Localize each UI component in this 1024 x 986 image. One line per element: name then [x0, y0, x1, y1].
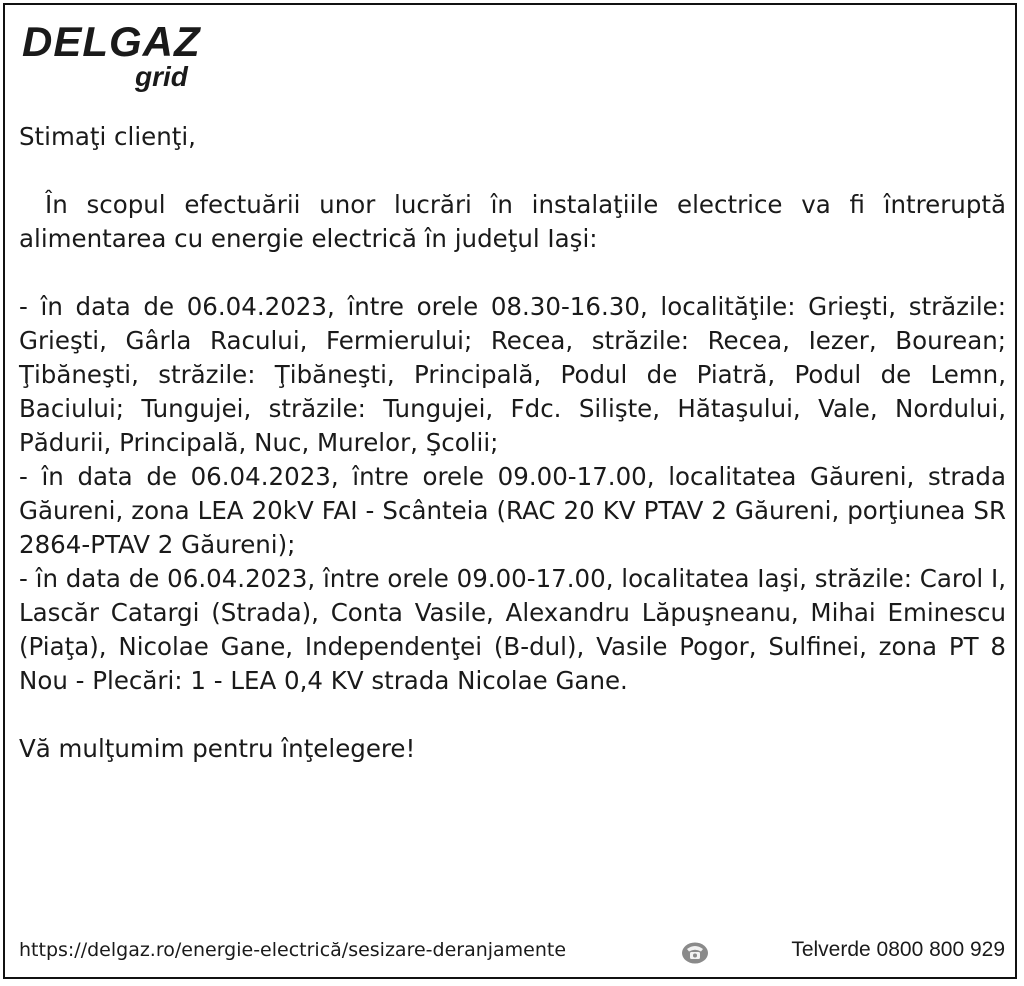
footer [19, 936, 1009, 966]
logo-sub-text: grid [135, 61, 188, 92]
notice-body [19, 120, 1006, 766]
outage-item-2: - în data de 06.04.2023, între orele 09.00-17.00, localitatea Găureni, strada Găureni, zona LEA 20kV FAI - Scânteia (RAC 20 KV PTAV 2 Găureni, porţiunea SR 2864-PTAV 2 Găureni); [19, 462, 1006, 559]
outage-item-1: - în data de 06.04.2023, între orele 08.30-16.30, localităţile: Grieşti, străzile: Grieşti, Gârla Racului, Fermierului; Recea, străzile: Recea, Iezer, Bourean; Ţibăneşti, străzile: Ţibăneşti, Principală, Podul de Piatră, Podul de Lemn, Baciului; Tungujei, străzile: Tungujei, Fdc. Silişte, Hătaşului, Vale, Nordului, Pădurii, Principală, Nuc, Murelor, Şcolii; [19, 292, 1006, 457]
logo-main-text: DELGAZ [22, 18, 201, 65]
greeting: Stimaţi clienţi, [19, 122, 196, 151]
footer-url-link[interactable]: https://delgaz.ro/energie-electrică/sesizare-deranjamente [19, 939, 567, 961]
closing-line: Vă mulţumim pentru înţelegere! [19, 734, 416, 763]
toll-free-phone: Telverde 0800 800 929 [791, 938, 1005, 961]
delgaz-grid-logo [22, 20, 222, 92]
outage-item-3: - în data de 06.04.2023, între orele 09.00-17.00, localitatea Iaşi, străzile: Carol I, Lascăr Catargi (Strada), Conta Vasile, Alexandru Lăpuşneanu, Mihai Eminescu (Piaţa), Nicolae Gane, Independenţei (B-dul), Vasile Pogor, Sulfinei, zona PT 8 Nou - Plecări: 1 - LEA 0,4 KV strada Nicolae Gane. [19, 564, 1006, 695]
telephone-icon [681, 940, 709, 964]
intro-paragraph: În scopul efectuării unor lucrări în instalaţiile electrice va fi întreruptă alimentarea cu energie electrică în judeţul Iaşi: [19, 190, 1006, 253]
